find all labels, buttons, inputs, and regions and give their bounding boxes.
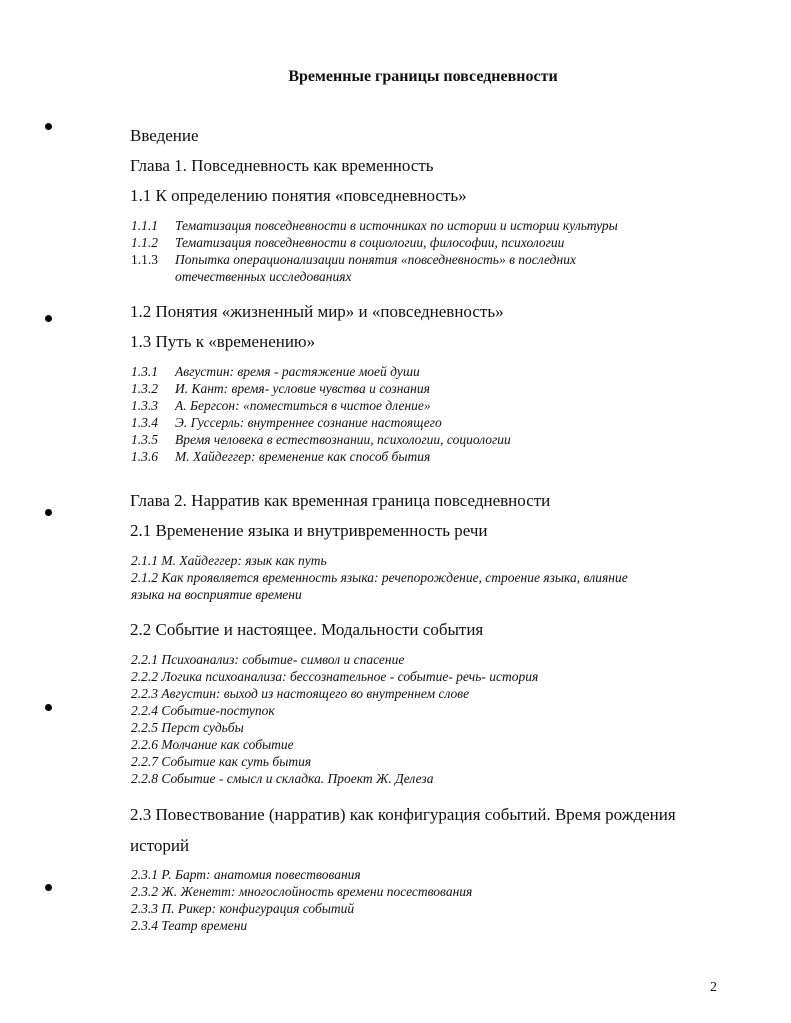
- toc-section-2-3[interactable]: 2.3 Повествование (нарратив) как конфигурация событий. Время рождения: [130, 805, 676, 824]
- toc-item[interactable]: 1.3.1 Августин: время - растяжение моей души: [131, 364, 420, 379]
- toc-item[interactable]: 2.1.1 М. Хайдеггер: язык как путь: [131, 553, 327, 568]
- toc-item[interactable]: 2.3.1 Р. Барт: анатомия повествования: [131, 867, 361, 882]
- toc-item-continuation: отечественных исследованиях: [175, 269, 352, 284]
- binder-hole-mark: [45, 123, 52, 130]
- toc-item[interactable]: 2.1.2 Как проявляется временность языка: речепорождение, строение языка, влияние: [131, 570, 628, 585]
- toc-section-2-1[interactable]: 2.1 Временение языка и внутривременность речи: [130, 521, 488, 540]
- toc-item[interactable]: 2.2.8 Событие - смысл и складка. Проект Ж. Делеза: [131, 771, 434, 786]
- binder-hole-mark: [45, 509, 52, 516]
- toc-item[interactable]: 2.2.5 Перст судьбы: [131, 720, 244, 735]
- toc-item[interactable]: 1.3.4 Э. Гуссерль: внутреннее сознание настоящего: [131, 415, 442, 430]
- toc-item[interactable]: 1.1.3 Попытка операционализации понятия «повседневность» в последних: [131, 252, 576, 267]
- page-title: Временные границы повседневности: [288, 68, 558, 85]
- toc-item[interactable]: 2.2.6 Молчание как событие: [131, 737, 294, 752]
- toc-item-continuation: языка на восприятие времени: [131, 587, 302, 602]
- toc-item[interactable]: 1.3.6 М. Хайдеггер: временение как способ бытия: [131, 449, 431, 464]
- toc-section-1-3[interactable]: 1.3 Путь к «временению»: [130, 332, 316, 351]
- toc-section-2-2[interactable]: 2.2 Событие и настоящее. Модальности события: [130, 620, 484, 639]
- toc-item[interactable]: 2.2.2 Логика психоанализа: бессознательное - событие- речь- история: [131, 669, 539, 684]
- toc-item[interactable]: 1.3.5 Время человека в естествознании, психологии, социологии: [131, 432, 511, 447]
- toc-section-1-1[interactable]: 1.1 К определению понятия «повседневность»: [130, 186, 467, 205]
- toc-chapter-1[interactable]: Глава 1. Повседневность как временность: [130, 156, 434, 175]
- toc-item[interactable]: 2.2.4 Событие-поступок: [131, 703, 275, 718]
- toc-section-2-3-continuation: историй: [130, 836, 190, 855]
- binder-hole-mark: [45, 704, 52, 711]
- toc-item[interactable]: 2.3.2 Ж. Женетт: многослойность времени посествования: [131, 884, 473, 899]
- toc-intro[interactable]: Введение: [130, 126, 199, 145]
- toc-item[interactable]: 2.3.3 П. Рикер: конфигурация событий: [131, 901, 355, 916]
- toc-item[interactable]: 2.3.4 Театр времени: [131, 918, 248, 933]
- toc-chapter-2[interactable]: Глава 2. Нарратив как временная граница повседневности: [130, 491, 551, 510]
- toc-item[interactable]: 2.2.1 Психоанализ: событие- символ и спасение: [131, 652, 405, 667]
- toc-item[interactable]: 1.1.2 Тематизация повседневности в социологии, философии, психологии: [131, 235, 565, 250]
- toc-item[interactable]: 1.1.1 Тематизация повседневности в источниках по истории и истории культуры: [131, 218, 618, 233]
- toc-item[interactable]: 2.2.7 Событие как суть бытия: [131, 754, 312, 769]
- page-number: 2: [710, 980, 717, 995]
- toc-item[interactable]: 2.2.3 Августин: выход из настоящего во внутреннем слове: [131, 686, 470, 701]
- toc-item[interactable]: 1.3.2 И. Кант: время- условие чувства и сознания: [131, 381, 430, 396]
- toc-section-1-2[interactable]: 1.2 Понятия «жизненный мир» и «повседневность»: [130, 302, 504, 321]
- toc-item[interactable]: 1.3.3 А. Бергсон: «поместиться в чистое дление»: [131, 398, 431, 413]
- binder-hole-mark: [45, 315, 52, 322]
- binder-hole-mark: [45, 884, 52, 891]
